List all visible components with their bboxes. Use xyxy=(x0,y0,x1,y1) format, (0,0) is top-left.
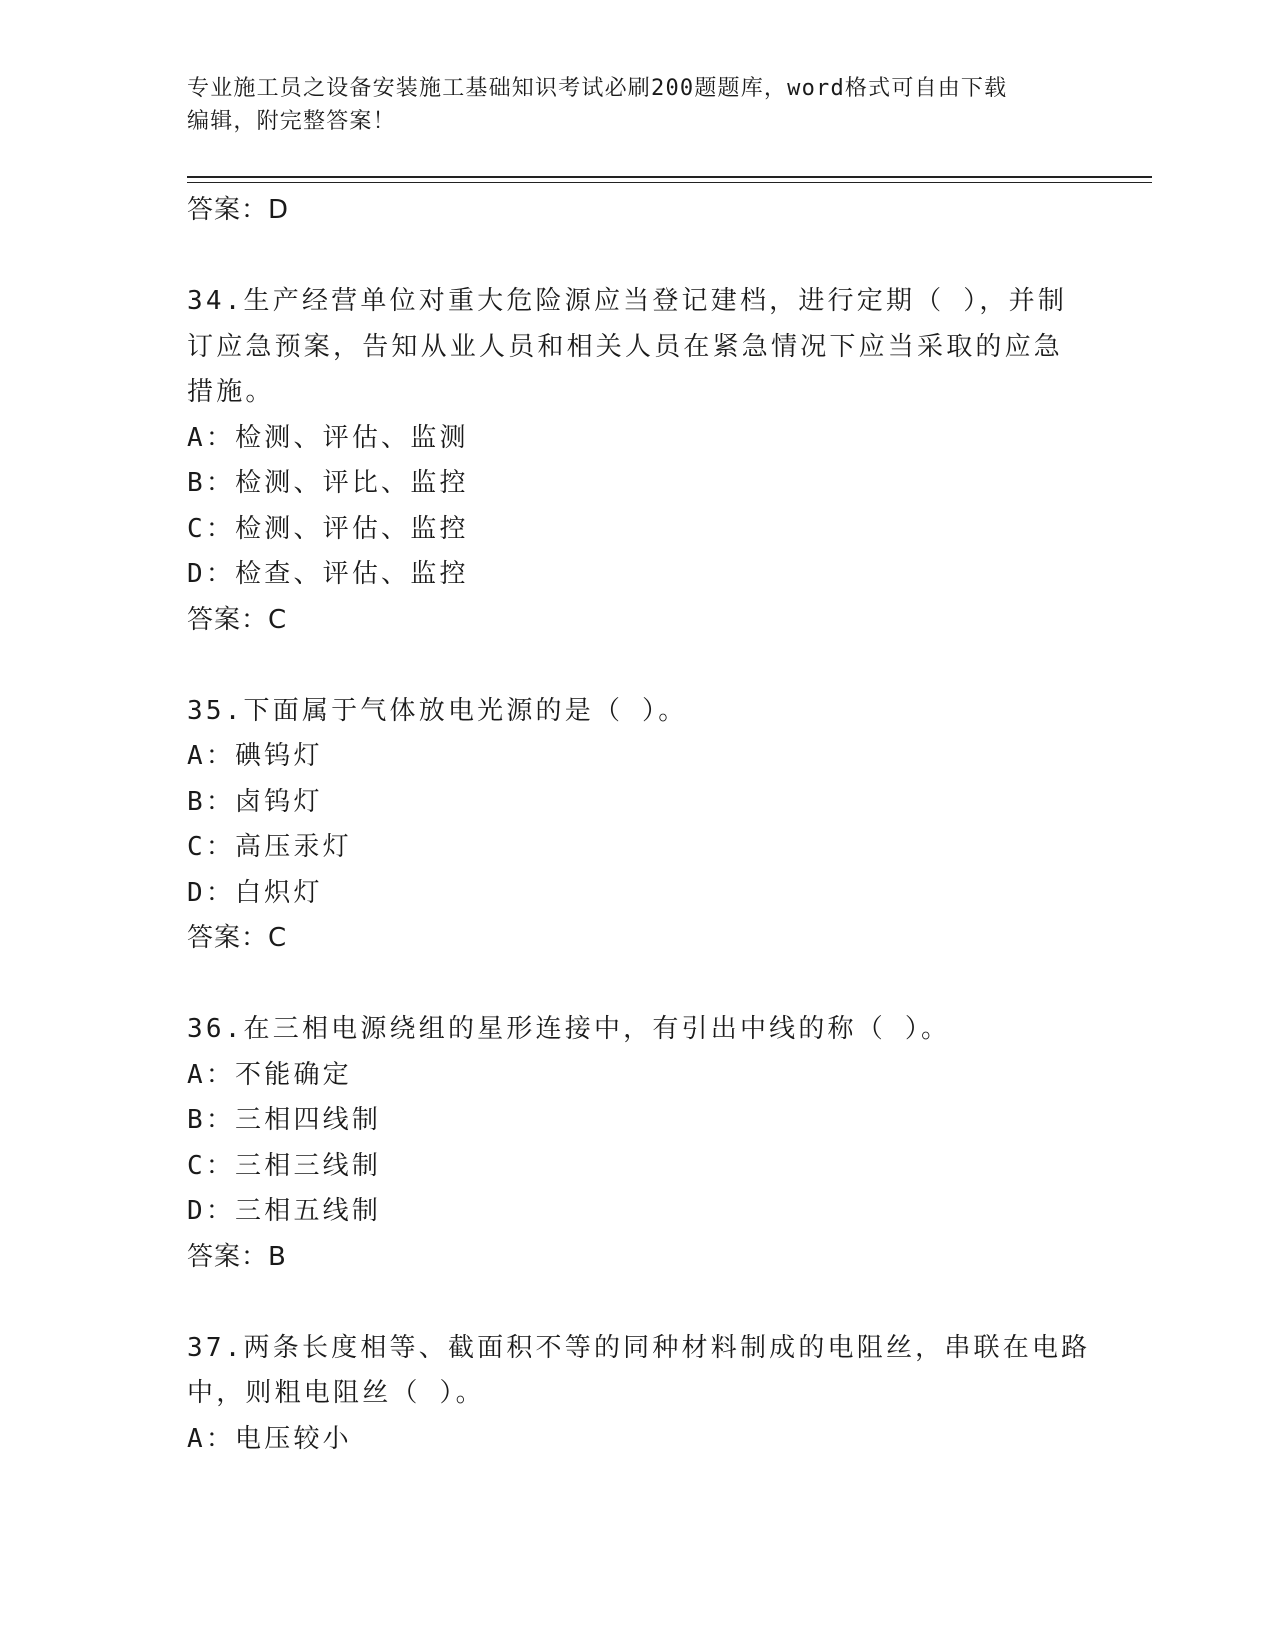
question-stem-line: 34.生产经营单位对重大危险源应当登记建档，进行定期（ ），并制 xyxy=(187,286,1068,316)
question-list xyxy=(187,188,1091,1462)
option-a: A：碘钨灯 xyxy=(187,741,323,771)
option-a: A：不能确定 xyxy=(187,1059,352,1090)
spacer xyxy=(187,234,1087,280)
option-a: A：检测、评估、监测 xyxy=(187,422,469,453)
header-line-1: 专业施工员之设备安装施工基础知识考试必刷200题题库，word格式可自由下载 xyxy=(187,76,1008,101)
option-c: C：三相三线制 xyxy=(187,1150,382,1181)
header-divider-thick xyxy=(187,176,1152,178)
option-a: A：电压较小 xyxy=(187,1423,352,1454)
question-34 xyxy=(187,279,1087,643)
question-stem-line: 订应急预案，告知从业人员和相关人员在紧急情况下应当采取的应急 xyxy=(187,331,1064,362)
header-divider-thin xyxy=(187,182,1152,183)
question-stem-line: 措施。 xyxy=(187,377,275,407)
header-line-2: 编辑，附完整答案！ xyxy=(187,109,396,134)
option-d: D：检查、评估、监控 xyxy=(187,559,469,589)
spacer xyxy=(187,1280,1087,1326)
question-stem-line: 35.下面属于气体放电光源的是（ ）。 xyxy=(187,695,688,726)
question-stem-line: 37.两条长度相等、截面积不等的同种材料制成的电阻丝，串联在电路 xyxy=(187,1332,1091,1363)
question-37 xyxy=(187,1326,1091,1463)
question-stem-line: 中，则粗电阻丝（ ）。 xyxy=(187,1378,485,1408)
question-stem-line: 36.在三相电源绕组的星形连接中，有引出中线的称（ ）。 xyxy=(187,1014,951,1044)
answer-line: 答案：C xyxy=(187,923,288,953)
option-b: B：卤钨灯 xyxy=(187,786,323,817)
answer-line: 答案：B xyxy=(187,1241,287,1272)
option-c: C：检测、评估、监控 xyxy=(187,513,469,544)
spacer xyxy=(187,962,1087,1008)
question-36 xyxy=(187,1007,1087,1280)
question-35 xyxy=(187,689,1087,962)
option-d: D：三相五线制 xyxy=(187,1196,382,1226)
option-b: B：检测、评比、监控 xyxy=(187,468,469,498)
previous-answer: 答案：D xyxy=(187,195,290,225)
option-c: C：高压汞灯 xyxy=(187,832,352,862)
spacer xyxy=(187,643,1087,689)
option-d: D：白炽灯 xyxy=(187,877,323,908)
page-header xyxy=(187,72,1077,138)
answer-line: 答案：C xyxy=(187,604,288,635)
option-b: B：三相四线制 xyxy=(187,1105,382,1135)
